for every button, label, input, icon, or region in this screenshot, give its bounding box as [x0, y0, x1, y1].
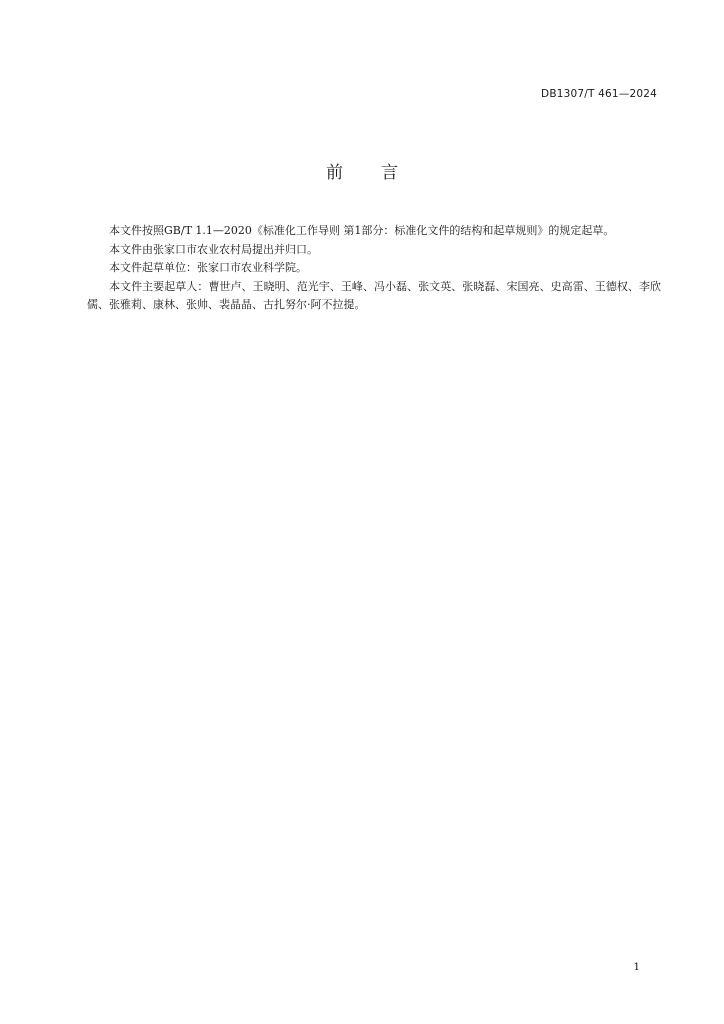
standard-code: DB1307/T 461—2024: [541, 88, 657, 100]
paragraph-drafting-unit: 本文件起草单位：张家口市农业科学院。: [109, 261, 307, 274]
paragraph-proposer: 本文件由张家口市农业农村局提出并归口。: [109, 242, 318, 256]
paragraph-drafting-rules: 本文件按照GB/T 1.1—2020《标准化工作导则 第1部分：标准化文件的结构和起草规则》的规定起草。: [109, 224, 615, 237]
foreword-body: [87, 222, 661, 315]
title-char-1: 前: [326, 163, 343, 183]
page-title: [0, 158, 724, 183]
title-char-2: 言: [381, 163, 398, 183]
page-number: 1: [633, 961, 640, 973]
paragraph-drafters: 本文件主要起草人：曹世卢、王晓明、范光宇、王峰、冯小磊、张文英、张晓磊、宋国亮、史高雷、王德权、李欣儒、张雅莉、康林、张帅、裴晶晶、古扎努尔·阿不拉提。: [87, 279, 661, 311]
